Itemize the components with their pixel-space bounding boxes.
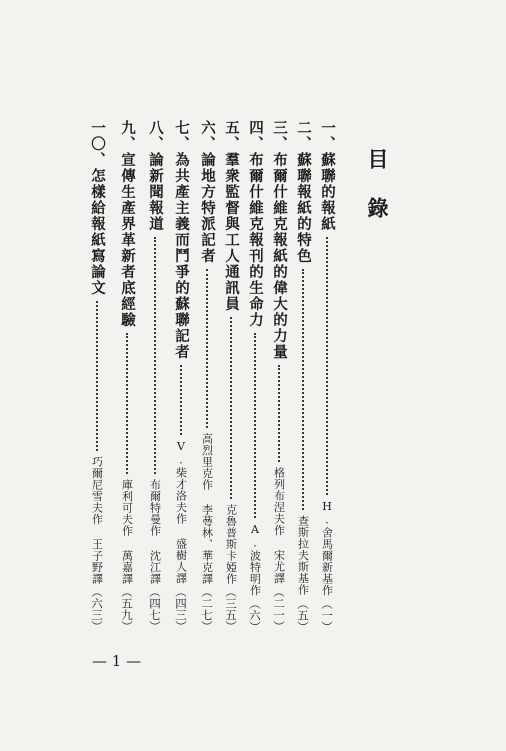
entry-author: 高烈里克作 李蕚林、華克譯 xyxy=(200,432,214,584)
entry-page: （二七） xyxy=(200,586,214,632)
toc-entry[interactable] xyxy=(118,120,136,632)
page-number: — 1 — xyxy=(92,652,142,670)
toc-entry[interactable] xyxy=(318,120,336,632)
entry-author: A.波特明作 xyxy=(248,522,262,596)
entry-author: 布爾特曼作 沈江譯 xyxy=(148,478,162,584)
entry-title: 一、蘇聯的報紙 xyxy=(319,120,336,232)
dot-leader xyxy=(326,237,328,495)
dot-leader xyxy=(126,333,128,474)
dot-leader xyxy=(230,317,232,499)
entry-author: V.柴才洛夫作 盛樹人譯 xyxy=(174,440,188,584)
toc-entry[interactable] xyxy=(198,120,216,632)
entry-page: （二一） xyxy=(272,586,286,632)
toc-entry[interactable] xyxy=(294,120,312,632)
entry-page: （六三） xyxy=(90,586,104,632)
dot-leader xyxy=(278,365,280,462)
entry-author: 查斯拉夫斯基作 xyxy=(296,515,310,596)
entry-author: H.舍馬爾新基作 xyxy=(320,499,334,596)
entry-page: （三五） xyxy=(224,586,238,632)
entry-page: （五九） xyxy=(120,586,134,632)
entry-author: 巧爾尼雪夫作 王子野譯 xyxy=(90,455,104,584)
toc-entry[interactable] xyxy=(246,120,264,632)
entry-title: 二、蘇聯報紙的特色 xyxy=(295,120,312,264)
dot-leader xyxy=(96,301,98,451)
entry-page: （六） xyxy=(248,597,262,632)
dot-leader xyxy=(180,365,182,435)
toc-entry[interactable] xyxy=(146,120,164,632)
toc-heading: 目錄 xyxy=(365,148,390,246)
dot-leader xyxy=(302,269,304,510)
entry-title: 五、羣衆監督與工人通訊員 xyxy=(223,120,240,312)
entry-title: 三、布爾什維克報紙的偉大的力量 xyxy=(271,120,288,360)
entry-title: 九、宣傳生產界革新者底經驗 xyxy=(119,120,136,328)
dot-leader xyxy=(254,333,256,518)
entry-title: 八、論新聞報道 xyxy=(147,120,164,232)
entry-title: 六、論地方特派記者 xyxy=(199,120,216,264)
dot-leader xyxy=(206,269,208,428)
entry-author: 格列布涅夫作 宋尤譯 xyxy=(272,467,286,584)
toc-entry[interactable] xyxy=(222,120,240,632)
toc-entry[interactable] xyxy=(88,120,106,632)
entry-page: （五） xyxy=(296,597,310,632)
toc-entry[interactable] xyxy=(270,120,288,632)
toc-entry[interactable] xyxy=(172,120,190,632)
entry-title: 一〇、怎樣給報紙寫論文 xyxy=(89,120,106,296)
entry-author: 克魯普斯卡婭作 xyxy=(224,503,238,584)
entry-title: 四、布爾什維克報刊的生命力 xyxy=(247,120,264,328)
entry-title: 七、為共產主義而鬥爭的蘇聯記者 xyxy=(173,120,190,360)
entry-author: 庫利可夫作 萬嘉譯 xyxy=(120,478,134,584)
entry-page: （四三） xyxy=(174,586,188,632)
entry-page: （四七） xyxy=(148,586,162,632)
dot-leader xyxy=(154,237,156,474)
entry-page: （一） xyxy=(320,597,334,632)
